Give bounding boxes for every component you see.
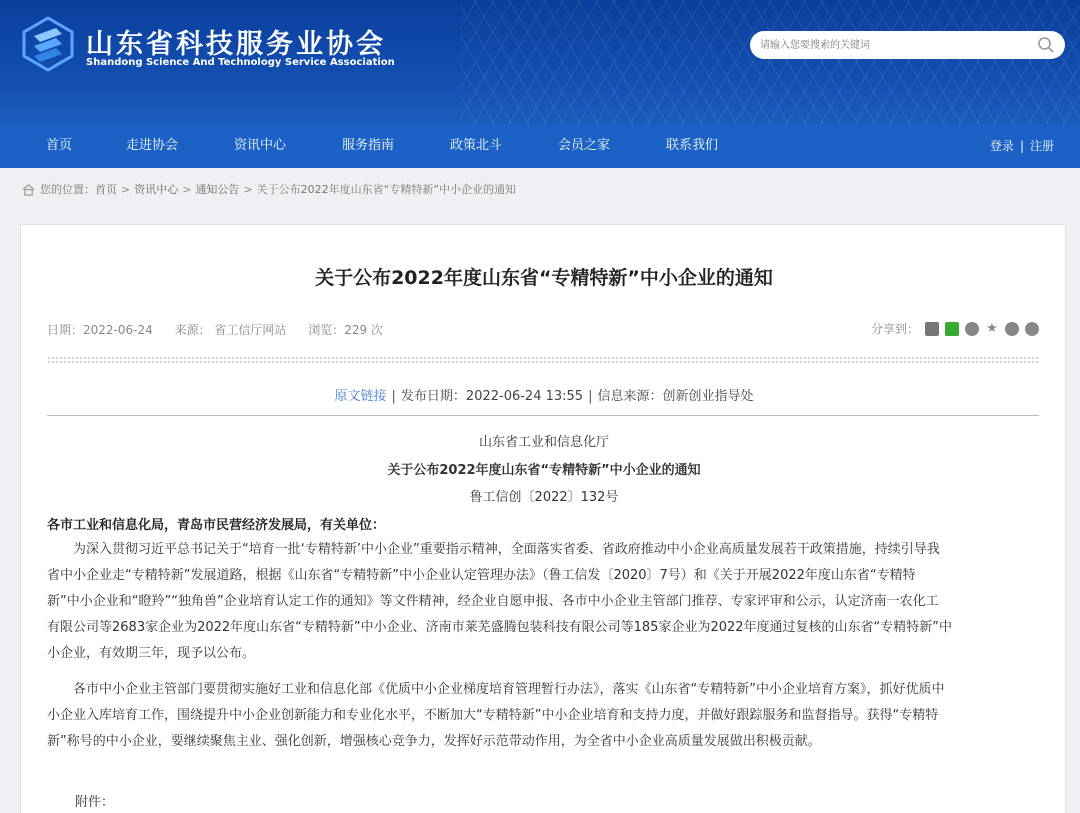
paragraph-line: 为深入贯彻习近平总书记关于“培育一批‘专精特新’中小企业”重要指示精神，全面落实省委、省政府推动中小企业高质量发展若干政策措施，持续引导我: [47, 542, 940, 557]
org-name-english: Shandong Science And Technology Service Association: [86, 57, 395, 68]
share-bar: [871, 320, 1039, 337]
original-link[interactable]: 原文链接: [334, 389, 387, 404]
auth-separator: |: [1019, 139, 1024, 153]
search-box: [750, 31, 1065, 59]
home-icon: [22, 183, 35, 196]
doc-title: 关于公布2022年度山东省“专精特新”中小企业的通知: [387, 463, 701, 478]
article-title: 关于公布2022年度山东省“专精特新”中小企业的通知: [315, 267, 773, 289]
doc-addressee: 各市工业和信息化局，青岛市民营经济发展局，有关单位：: [47, 518, 386, 533]
attachment-label: 附件：: [75, 795, 115, 810]
auth-links: [990, 124, 1054, 168]
breadcrumb-news[interactable]: 资讯中心: [134, 183, 179, 196]
breadcrumb-home[interactable]: 首页: [95, 183, 117, 196]
nav-item-policy[interactable]: 政策北斗: [450, 138, 503, 153]
association-logo-icon[interactable]: [20, 16, 76, 72]
paragraph-line: 新”称号的中小企业，要继续聚焦主业、强化创新，增强核心竞争力，发挥好示范带动作用，为全省中小企业高质量发展做出积极贡献。: [47, 734, 821, 749]
article-date: 日期：2022-06-24: [47, 323, 153, 337]
article-views: 浏览：229 次: [308, 323, 383, 337]
divider-line: [47, 415, 1039, 416]
search-input[interactable]: [760, 36, 1030, 54]
nav-item-about[interactable]: 走进协会: [126, 138, 179, 153]
article-source: 来源： 省工信厅网站: [174, 323, 287, 337]
wechat-icon[interactable]: [945, 322, 959, 336]
paragraph-line: 小企业入库培育工作，围绕提升中小企业创新能力和专业化水平，不断加大“专精特新”中小企业培育和支持力度，并做好跟踪服务和监督指导。获得“专精特: [47, 708, 939, 723]
paragraph-2: [47, 677, 1041, 755]
nav-item-contact[interactable]: 联系我们: [666, 138, 719, 153]
article-meta: [47, 321, 401, 338]
doc-issuer: 山东省工业和信息化厅: [478, 435, 609, 450]
source-line: [21, 385, 1067, 404]
plus-share-icon[interactable]: [925, 322, 939, 336]
share-label: 分享到：: [870, 322, 919, 336]
publish-date: 发布日期：2022-06-24 13:55: [400, 389, 584, 404]
paragraph-line: 各市中小企业主管部门要贯彻实施好工业和信息化部《优质中小企业梯度培育管理暂行办法》，落实《山东省“专精特新”中小企业培育方案》，抓好优质中: [47, 682, 945, 697]
paragraph-1: [47, 537, 1041, 667]
login-link[interactable]: 登录: [989, 139, 1014, 153]
register-link[interactable]: 注册: [1029, 139, 1054, 153]
paragraph-line: 有限公司等2683家企业为2022年度山东省“专精特新”中小企业、济南市莱芜盛腾包装科技有限公司等185家企业为2022年度通过复核的山东省“专精特新”中: [47, 620, 953, 635]
article-card: [20, 224, 1066, 813]
paragraph-line: 新”中小企业和“瞪羚”“独角兽”企业培育认定工作的通知》等文件精神，经企业自愿申报、各市中小企业主管部门推荐、专家评审和公示，认定济南一农化工: [47, 594, 939, 609]
breadcrumb-separator: >: [121, 182, 131, 196]
breadcrumb-notices[interactable]: 通知公告: [195, 183, 240, 196]
breadcrumb-prefix: 您的位置：: [40, 183, 95, 196]
nav-item-news[interactable]: 资讯中心: [234, 138, 287, 153]
shield-share-icon[interactable]: [1025, 322, 1039, 336]
divider-dotted: [47, 356, 1039, 363]
source-separator: |: [588, 389, 593, 404]
pinterest-icon[interactable]: [1005, 322, 1019, 336]
nav-item-home[interactable]: 首页: [46, 138, 73, 153]
doc-number: 鲁工信创〔2022〕132号: [469, 490, 619, 505]
breadcrumb-separator: >: [243, 182, 253, 196]
breadcrumb-current: 关于公布2022年度山东省“专精特新”中小企业的通知: [256, 183, 517, 196]
main-nav: [0, 124, 1080, 168]
nav-item-members[interactable]: 会员之家: [558, 138, 611, 153]
weibo-icon[interactable]: [965, 322, 979, 336]
paragraph-line: 省中小企业走“专精特新”发展道路，根据《山东省“专精特新”中小企业认定管理办法》（鲁工信发〔2020〕7号）和《关于开展2022年度山东省“专精特: [47, 568, 916, 583]
paragraph-line: 小企业，有效期三年，现予以公布。: [47, 646, 256, 661]
nav-item-service-guide[interactable]: 服务指南: [342, 138, 395, 153]
source-separator: |: [391, 389, 396, 404]
breadcrumb: [22, 180, 516, 198]
star-icon[interactable]: ★: [986, 320, 998, 336]
breadcrumb-separator: >: [182, 182, 192, 196]
info-source: 信息来源：创新创业指导处: [597, 389, 754, 404]
org-name: 山东省科技服务业协会: [86, 29, 386, 60]
header-pattern: [460, 0, 1080, 124]
site-header: [0, 0, 1080, 124]
search-icon[interactable]: [1037, 36, 1055, 54]
